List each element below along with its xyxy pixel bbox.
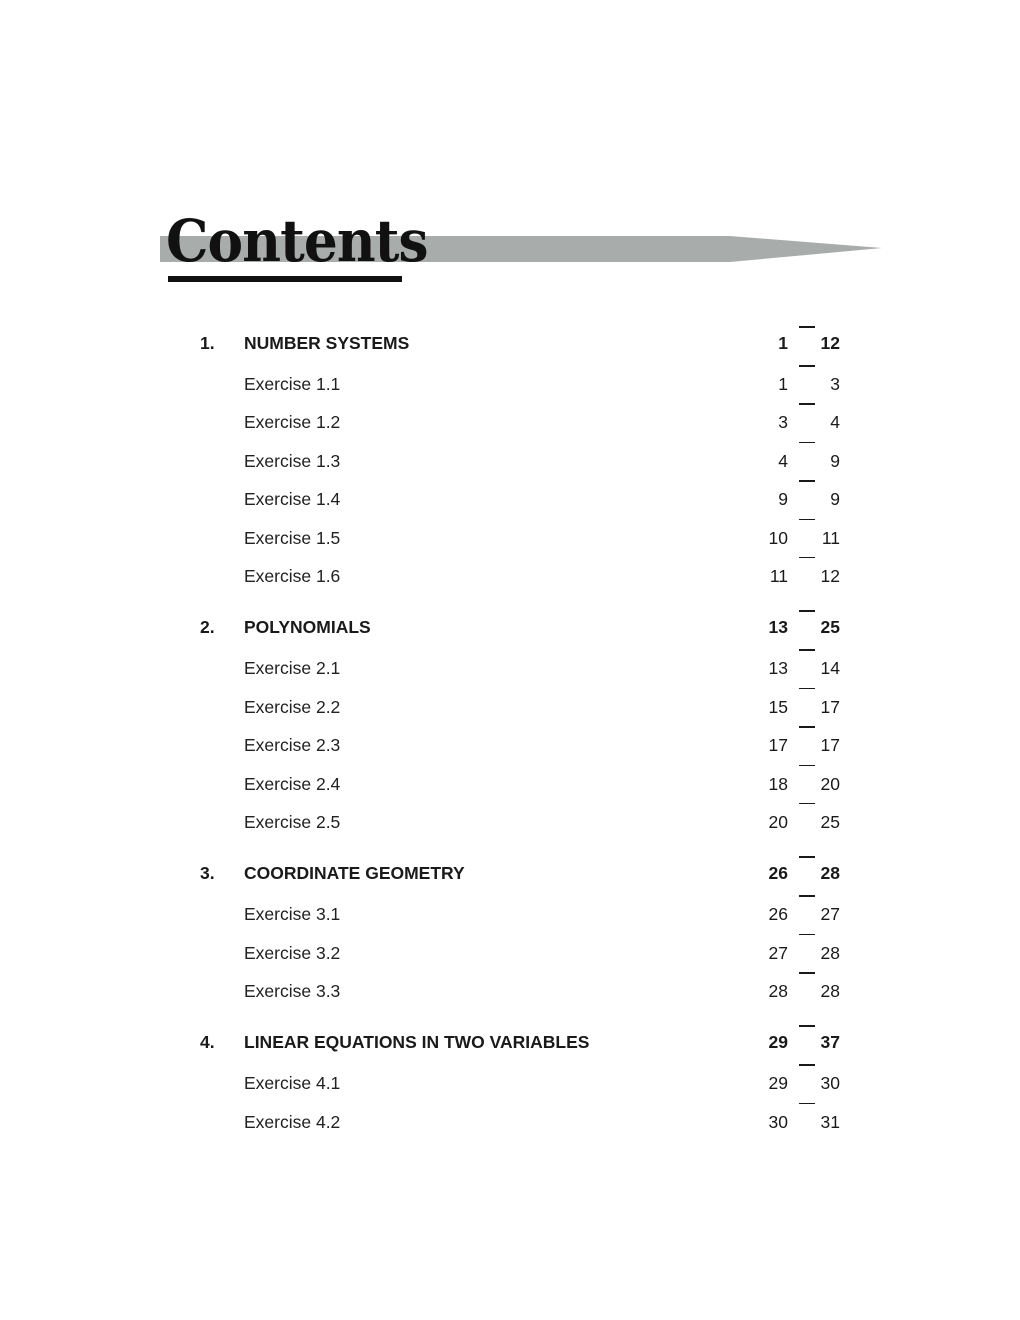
- exercise-entry[interactable]: [200, 726, 840, 764]
- chapter-number: 2.: [200, 617, 215, 638]
- page-range: [750, 765, 840, 803]
- exercise-entry[interactable]: [200, 403, 840, 441]
- page-range: [750, 726, 840, 764]
- chapter-title: LINEAR EQUATIONS IN TWO VARIABLES: [244, 1032, 590, 1053]
- exercise-label: Exercise 2.2: [244, 696, 341, 717]
- exercise-label: Exercise 2.5: [244, 811, 341, 832]
- page-end: 17: [820, 696, 840, 717]
- page-end: 11: [821, 527, 840, 548]
- page-start: 15: [768, 696, 788, 717]
- exercise-label: Exercise 4.2: [244, 1111, 341, 1132]
- exercise-label: Exercise 3.3: [244, 981, 341, 1002]
- contents-heading: [160, 205, 890, 295]
- page-end: 28: [820, 863, 840, 884]
- exercise-entry[interactable]: [200, 934, 840, 972]
- page-start: 4: [778, 450, 788, 471]
- chapter-number: 4.: [200, 1032, 215, 1053]
- page-end: 12: [820, 565, 840, 586]
- chapter-section: [200, 1024, 840, 1141]
- exercise-label: Exercise 1.5: [244, 527, 341, 548]
- page-start: 26: [768, 863, 788, 884]
- chapter-title: NUMBER SYSTEMS: [244, 333, 410, 353]
- page-start: 17: [768, 735, 788, 756]
- chapter-entry[interactable]: [200, 609, 840, 649]
- page-end: 3: [830, 374, 840, 394]
- exercise-label: Exercise 1.6: [244, 565, 341, 586]
- chapter-title: COORDINATE GEOMETRY: [244, 863, 465, 884]
- exercise-label: Exercise 2.4: [244, 773, 341, 794]
- exercise-entry[interactable]: [200, 765, 840, 803]
- exercise-label: Exercise 4.1: [244, 1073, 341, 1094]
- page-start: 13: [768, 617, 788, 638]
- exercise-entry[interactable]: [200, 519, 840, 557]
- page-end: 17: [820, 735, 840, 756]
- page-end: 28: [820, 981, 840, 1002]
- title-underline: [168, 276, 402, 282]
- exercise-label: Exercise 1.3: [244, 450, 341, 471]
- exercise-entry[interactable]: [200, 480, 840, 518]
- table-of-contents: [200, 325, 840, 1155]
- page-start: 27: [768, 942, 788, 963]
- page-end: 14: [820, 658, 840, 679]
- exercise-entry[interactable]: [200, 442, 840, 480]
- exercise-entry[interactable]: [200, 803, 840, 841]
- page-start: 1: [778, 333, 788, 353]
- page-end: 27: [820, 904, 840, 925]
- page-range: [750, 557, 840, 595]
- chapter-section: [200, 855, 840, 1010]
- page-end: 4: [830, 412, 840, 433]
- exercise-label: Exercise 1.1: [244, 374, 341, 394]
- exercise-entry[interactable]: [200, 1064, 840, 1102]
- exercise-label: Exercise 1.2: [244, 412, 341, 433]
- chapter-number: 1.: [200, 333, 215, 353]
- page-start: 26: [768, 904, 788, 925]
- page-range: [750, 1064, 840, 1102]
- page-end: 9: [830, 450, 840, 471]
- page-end: 28: [820, 942, 840, 963]
- page-range: [750, 480, 840, 518]
- page-range: [750, 934, 840, 972]
- exercise-entry[interactable]: [200, 895, 840, 933]
- page-start: 29: [768, 1073, 788, 1094]
- page-range: [750, 855, 840, 895]
- chapter-entry[interactable]: [200, 855, 840, 895]
- page-title: Contents: [166, 207, 428, 275]
- page-start: 11: [769, 565, 788, 586]
- exercise-entry[interactable]: [200, 557, 840, 595]
- page-end: 25: [820, 617, 840, 638]
- page-range: [750, 803, 840, 841]
- exercise-label: Exercise 2.3: [244, 735, 341, 756]
- exercise-entry[interactable]: [200, 1103, 840, 1141]
- chapter-section: [200, 325, 840, 595]
- page-start: 18: [768, 773, 788, 794]
- exercise-entry[interactable]: [200, 649, 840, 687]
- page-range: [750, 403, 840, 441]
- page-end: 37: [820, 1032, 840, 1053]
- exercise-label: Exercise 3.1: [244, 904, 341, 925]
- page-range: [750, 895, 840, 933]
- page-end: 30: [820, 1073, 840, 1094]
- page-start: 30: [768, 1111, 788, 1132]
- exercise-label: Exercise 1.4: [244, 489, 341, 510]
- chapter-section: [200, 609, 840, 841]
- chapter-entry[interactable]: [200, 1024, 840, 1064]
- page-start: 29: [768, 1032, 788, 1053]
- page-end: 20: [820, 773, 840, 794]
- page-range: [750, 519, 840, 557]
- page-start: 20: [768, 811, 788, 832]
- page-range: [750, 1103, 840, 1141]
- page-end: 25: [820, 811, 840, 832]
- page-range: [750, 442, 840, 480]
- chapter-title: POLYNOMIALS: [244, 617, 371, 638]
- page-start: 1: [778, 374, 788, 394]
- page-start: 3: [778, 412, 788, 433]
- page-range: [750, 649, 840, 687]
- exercise-entry[interactable]: [200, 365, 840, 403]
- page-range: [750, 609, 840, 649]
- exercise-entry[interactable]: [200, 972, 840, 1010]
- chapter-entry[interactable]: [200, 325, 840, 365]
- page-start: 13: [768, 658, 788, 679]
- page-start: 9: [778, 489, 788, 510]
- chapter-number: 3.: [200, 863, 215, 884]
- exercise-entry[interactable]: [200, 688, 840, 726]
- page-range: [750, 1024, 840, 1064]
- page-range: [750, 365, 840, 403]
- page-end: 12: [820, 333, 840, 353]
- exercise-label: Exercise 2.1: [244, 658, 341, 679]
- page-start: 10: [768, 527, 788, 548]
- exercise-label: Exercise 3.2: [244, 942, 341, 963]
- page-range: [750, 972, 840, 1010]
- page-range: [750, 688, 840, 726]
- page-end: 9: [830, 489, 840, 510]
- page-start: 28: [768, 981, 788, 1002]
- page-range: [750, 325, 840, 365]
- page-end: 31: [820, 1111, 840, 1132]
